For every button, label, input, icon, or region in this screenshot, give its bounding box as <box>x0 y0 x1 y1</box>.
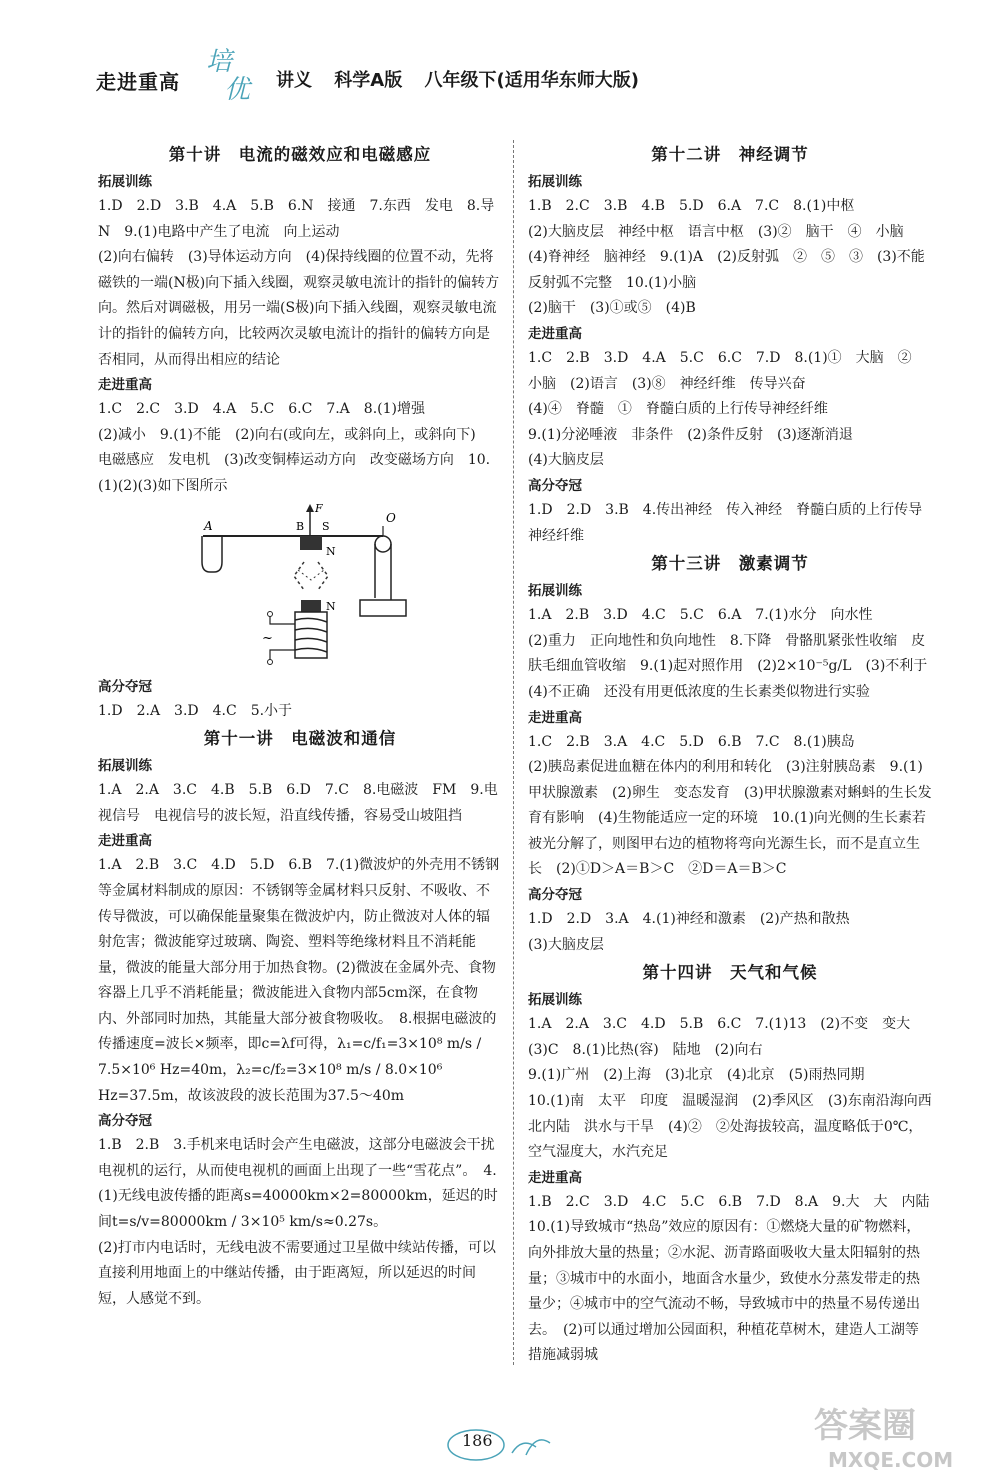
subsection-heading: 拓展训练 <box>528 992 582 1009</box>
answer-text: 1.B 2.C 3.D 4.C 5.C 6.B 7.D 8.A 9.大 大 内陆 10.(1)导致城市“热岛”效应的原因有：①燃烧大量的矿物燃料，向外排放大量的热量；②水泥、沥青路面吸收大量太阳辐射的热量；③城市中的水面小，地面含水量少，致使水分蒸发带走的热量少；④城市中的空气流动不畅，导致城市中的热量不易传递出去。 (2)可以通过增加公园面积，种植花草树木，建造人工湖等措施减弱城 <box>528 1193 944 1364</box>
field-lines <box>294 562 328 590</box>
subsection-heading: 高分夺冠 <box>528 477 582 494</box>
label-o: O <box>386 510 396 525</box>
terminal-icon <box>268 611 273 616</box>
watermark-logo <box>800 1395 990 1475</box>
watermark-bottom: MXQE.COM <box>828 1448 954 1472</box>
brand-logo <box>202 40 262 104</box>
watermark-top: 答案圈 <box>814 1406 916 1446</box>
doc-type: 讲义 <box>276 70 312 91</box>
leaf-icon <box>512 1440 550 1455</box>
subsection-heading: 走进重高 <box>528 1169 582 1186</box>
lecture-title: 第十一讲 电磁波和通信 <box>203 729 397 749</box>
subsection-heading: 拓展训练 <box>98 174 152 190</box>
lecture-title: 第十四讲 天气和气候 <box>642 963 818 983</box>
answer-text: 1.D 2.D 3.B 4.传出神经 传入神经 脊髓白质的上行传导神经纤维 <box>528 501 923 544</box>
answer-text: 1.A 2.A 3.C 4.D 5.B 6.C 7.(1)13 (2)不变 变大 (3)C 8.(1)比热(容) 陆地 (2)向右 9.(1)广州 (2)上海 (3)北京 (4)北京 (5)雨热同期 10.(1)南 太平 印度 温暖湿润 (2)季风区 (3)东南沿海向西北内陆 洪水与干旱 (4)② ②处海拔较高，温度略低于0℃，空气湿度大，水汽充足 <box>528 1016 932 1161</box>
subsection-heading: 走进重高 <box>528 709 582 726</box>
circuit-svg <box>98 500 502 675</box>
magnet-lower <box>301 600 321 612</box>
ac-symbol: ~ <box>262 630 273 646</box>
right-column <box>528 140 944 1369</box>
series-name: 走进重高 <box>96 70 180 94</box>
circuit-wire <box>270 616 295 660</box>
answer-text: 1.A 2.B 3.D 4.C 5.C 6.A 7.(1)水分 向水性 (2)重力 正向地性和负向地性 8.下降 骨骼肌紧张性收缩 皮肤毛细血管收缩 9.(1)起对照作用 (2)2×10⁻⁵g/L (3)不利于 (4)不正确 还没有用更低浓度的生长素类似物进行实验 <box>528 607 928 700</box>
answer-text: 1.C 2.B 3.A 4.C 5.D 6.B 7.C 8.(1)胰岛 (2)胰岛素促进血糖在体内的利用和转化 (3)注射胰岛素 9.(1)甲状腺激素 (2)卵生 变态发育 (3)甲状腺激素对蝌蚪的生长发育有影响 (4)生物能适应一定的环境 10.(1)向光侧的生长素若被光分解了，则图甲右边的植物将弯向光源生长，而不是直立生长 (2)①D＞A＝B＞C ②D＝A＝B＞C <box>528 733 932 878</box>
subsection-heading: 高分夺冠 <box>528 887 582 904</box>
label-s: S <box>322 519 330 533</box>
label-f: F <box>315 501 323 515</box>
subsection-heading: 高分夺冠 <box>98 1113 152 1130</box>
coil-windings <box>295 618 327 652</box>
header-info <box>276 66 655 92</box>
page-number-ornament <box>440 1425 580 1465</box>
brand-char-1: 培 <box>206 47 233 77</box>
subsection-heading: 拓展训练 <box>528 174 582 190</box>
answer-text: 1.D 2.D 3.A 4.(1)神经和激素 (2)产热和散热 (3)大脑皮层 <box>528 911 850 953</box>
stand-base <box>360 600 406 616</box>
subsection-heading: 拓展训练 <box>528 583 582 600</box>
answer-text: 1.D 2.A 3.D 4.C 5.小于 <box>98 702 293 719</box>
label-n-lower: N <box>326 599 336 613</box>
answer-text: 1.B 2.B 3.手机来电话时会产生电磁波，这部分电磁波会干扰电视机的运行，从而使电视机的画面上出现了一些“雪花点”。 4.(1)无线电波传播的距离s=40000km×2=80000km，延迟的时间t=s/v=80000km / 3×10⁵ km/s≈0.27s。 (2)打市内电话时，无线电波不需要通过卫星做中续站传播，可以直接利用地面上的中继站传播，由于距离短，所以延迟的时间短，人感觉不到。 <box>98 1137 498 1307</box>
answer-text: 1.B 2.C 3.B 4.B 5.D 6.A 7.C 8.(1)中枢 (2)大脑皮层 神经中枢 语言中枢 (3)② 脑干 ④ 小脑 (4)脊神经 脑神经 9.(1)A (2)反射弧 ② ⑤ ③ (3)不能 反射弧不完整 10.(1)小脑 (2)脑干 (3)①或⑤ (4)B <box>528 198 925 317</box>
field-lines-inner <box>298 570 324 580</box>
lecture-title: 第十三讲 激素调节 <box>651 554 809 574</box>
magnet-upper <box>300 536 322 550</box>
column-divider <box>513 140 514 1365</box>
page-footer <box>440 1425 580 1465</box>
answer-text: 1.C 2.C 3.D 4.A 5.C 6.C 7.A 8.(1)增强 (2)减小 9.(1)不能 (2)向右(或向左，或斜向上，或斜向下) 电磁感应 发电机 (3)改变铜棒运动方向 改变磁场方向 10.(1)(2)(3)如下图所示 <box>98 401 491 494</box>
subsection-heading: 拓展训练 <box>98 758 152 775</box>
circuit-diagram <box>98 500 502 675</box>
label-a: A <box>204 518 213 533</box>
answer-text: 1.A 2.A 3.C 4.B 5.B 6.D 7.C 8.电磁波 FM 9.电视信号 电视信号的波长短，沿直线传播，容易受山坡阻挡 <box>98 782 498 824</box>
subsection-heading: 高分夺冠 <box>98 678 152 695</box>
lecture-title: 第十二讲 神经调节 <box>651 145 809 164</box>
pulley-icon <box>375 536 391 552</box>
answer-text: 1.D 2.D 3.B 4.A 5.B 6.N 接通 7.东西 发电 8.导 N 9.(1)电路中产生了电流 向上运动 (2)向右偏转 (3)导体运动方向 (4)保持线圈的位置不动，先将磁铁的一端(N极)向下插入线圈，观察灵敏电流计的指针的偏转方向。然后对调磁极，用另一端(S极)向下插入线圈，观察灵敏电流计的指针的偏转方向，比较两次灵敏电流计的指针的偏转方向是否相同，从而得出相应的结论 <box>98 198 500 368</box>
subsection-heading: 走进重高 <box>98 833 152 850</box>
terminal-icon <box>268 659 273 664</box>
page-number: 186 <box>462 1431 493 1450</box>
answer-text: 1.C 2.B 3.D 4.A 5.C 6.C 7.D 8.(1)① 大脑 ② 小脑 (2)语言 (3)⑧ 神经纤维 传导兴奋 (4)④ 脊髓 ① 脊髓白质的上行传导神经纤维 9.(1)分泌唾液 非条件 (2)条件反射 (3)逐渐消退 (4)大脑皮层 <box>528 349 912 469</box>
subject-label: 科学A版 <box>334 70 403 91</box>
beaker-a <box>202 536 222 572</box>
brand-char-2: 优 <box>224 75 251 104</box>
label-b: B <box>296 519 305 533</box>
subsection-heading: 走进重高 <box>98 377 152 394</box>
lecture-title: 第十讲 电流的磁效应和电磁感应 <box>168 145 432 164</box>
arrowhead-icon <box>306 504 314 512</box>
grade-label: 八年级下(适用华东师大版) <box>424 70 639 91</box>
left-column <box>98 140 502 1312</box>
label-n-upper: N <box>326 544 336 558</box>
answer-text: 1.A 2.B 3.C 4.D 5.D 6.B 7.(1)微波炉的外壳用不锈钢等金属材料制成的原因：不锈钢等金属材料只反射、不吸收、不传导微波，可以确保能量聚集在微波炉内，防止微波对人体的辐射危害；微波能穿过玻璃、陶瓷、塑料等绝缘材料且不消耗能量，微波的能量大部分用于加热食物。(2)微波在金属外壳、食物容器上几乎不消耗能量；微波能进入食物内部5cm深，在食物内、外部同时加热，其能量大部分被食物吸收。 8.根据电磁波的传播速度=波长×频率，即c=λf可得，λ₁=c/f₁=3×10⁸ m/s / 7.5×10⁶ Hz=40m，λ₂=c/f₂=3×10⁸ m/s / 8.0×10⁶ Hz=37.5m，故该波段的波长范围为37.5～40m <box>98 857 500 1104</box>
page-header <box>96 47 916 104</box>
subsection-heading: 走进重高 <box>528 325 582 342</box>
